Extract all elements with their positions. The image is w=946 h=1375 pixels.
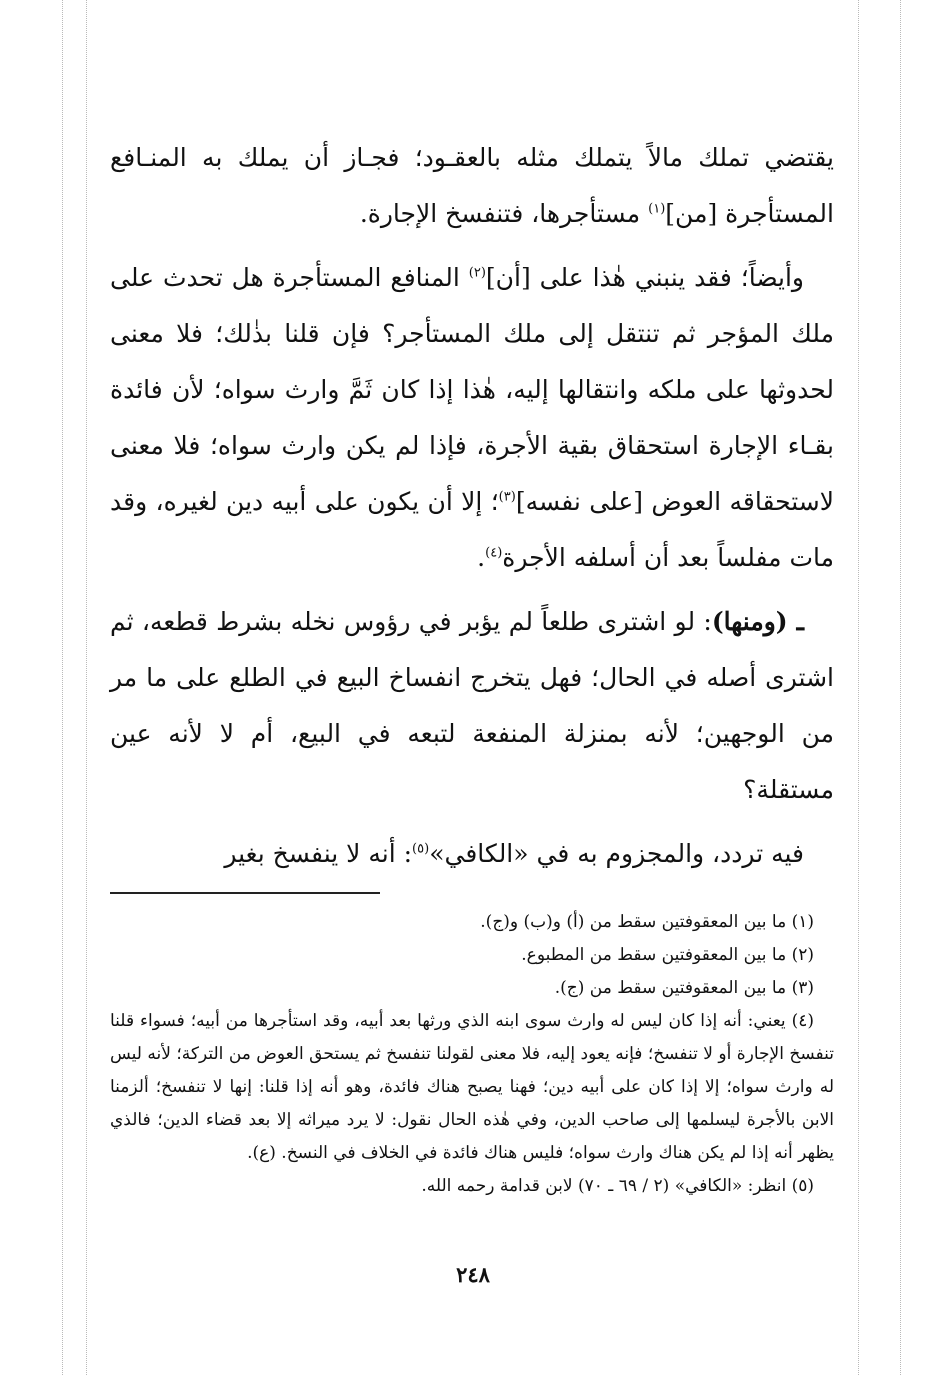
paragraph-1-text: يقتضي تملك مالاً يتملك مثله بالعقـود؛ فجـاز أن يملك به المنـافع المستأجرة [من] [110,143,834,228]
footnote-separator [110,892,380,894]
footnote-3: (٣) ما بين المعقوفتين سقط من (ج). [554,978,814,998]
paragraph-3-lead: ـ (ومنها) [711,607,804,636]
footnote-ref-4: (٤) [485,545,503,561]
paragraph-4-text-a: فيه تردد، والمجزوم به في «الكافي» [429,839,804,868]
footnote-5: (٥) انظر: «الكافي» (٢ / ٦٩ ـ ٧٠) لابن قدامة رحمه الله. [421,1176,814,1196]
paragraph-4 [110,826,834,882]
scan-edge-line [858,0,859,1375]
paragraph-3-text: : لو اشترى طلعاً لم يؤبر في رؤوس نخله بشرط قطعه، ثم اشترى أصله في الحال؛ فهل يتخرج انفساخ البيع في الطلع على ما مر من الوجهين؛ لأنه بمنزلة المنفعة لتبعه في البيع، أم لا لأنه عين مستقلة؟ [110,607,834,804]
footnote-2: (٢) ما بين المعقوفتين سقط من المطبوع. [521,945,814,965]
footnotes [110,906,834,1203]
paragraph-1 [110,130,834,242]
scan-edge-line [900,0,901,1375]
paragraph-2-end: . [477,543,486,572]
paragraph-2 [110,250,834,586]
scan-edge-line [62,0,63,1375]
page-number: ٢٤٨ [456,1262,490,1287]
paragraph-2-text-a: وأيضاً؛ فقد ينبني هٰذا على [أن] [485,263,804,292]
page-body [110,130,834,1203]
footnote-ref-3: (٣) [498,489,516,505]
scan-edge-line [86,0,87,1375]
paragraph-3 [110,594,834,818]
main-text [110,130,834,882]
footnote-ref-2: (٢) [468,265,486,281]
footnote-4: (٤) يعني: أنه إذا كان ليس له وارث سوى ابنه الذي ورثها بعد أبيه، وقد استأجرها من أبيه؛ فسواء قلنا تنفسخ الإجارة أو لا تنفسخ؛ فإنه يعود إليه، فلا معنى لقولنا تنفسخ ثم يستحق العوض من التركة؛ لأنه ليس له وارث سواه؛ إلا إذا كان على أبيه دين؛ فهنا يصبح هناك فائدة، وهو أنه إذا قلنا: إنها لا تنفسخ؛ ألزمنا الابن بالأجرة ليسلمها إلى صاحب الدين، وفي هٰذه الحال نقول: لا يرد ميراثه إلا بعد قضاء الدين؛ فالذي يظهر أنه إذا لم يكن هناك وارث سواه؛ فليس هناك فائدة في الخلاف في النسخ. (ع). [110,1011,834,1163]
paragraph-4-text-b: : أنه لا ينفسخ بغير [224,839,413,868]
paragraph-2-text-c: ؛ إلا أن يكون على أبيه دين لغيره، وقد مات مفلساً بعد أن أسلفه الأجرة [110,487,834,572]
footnote-ref-1: (١) [648,201,666,217]
paragraph-2-text-b: المنافع المستأجرة هل تحدث على ملك المؤجر ثم تنتقل إلى ملك المستأجر؟ فإن قلنا بذٰلك؛ فلا معنى لحدوثها على ملكه وانتقالها إليه، هٰذا إذا كان ثَمَّ وارث سواه؛ لأن فائدة بقـاء الإجارة استحقاق بقية الأجرة، فإذا لم يكن وارث سواه؛ فلا معنى لاستحقاقه العوض [على نفسه] [110,263,834,516]
footnote-1: (١) ما بين المعقوفتين سقط من (أ) و(ب) و(ج). [480,912,814,932]
paragraph-1-tail: مستأجرها، فتنفسخ الإجارة. [359,199,649,228]
footnote-ref-5: (٥) [412,841,430,857]
